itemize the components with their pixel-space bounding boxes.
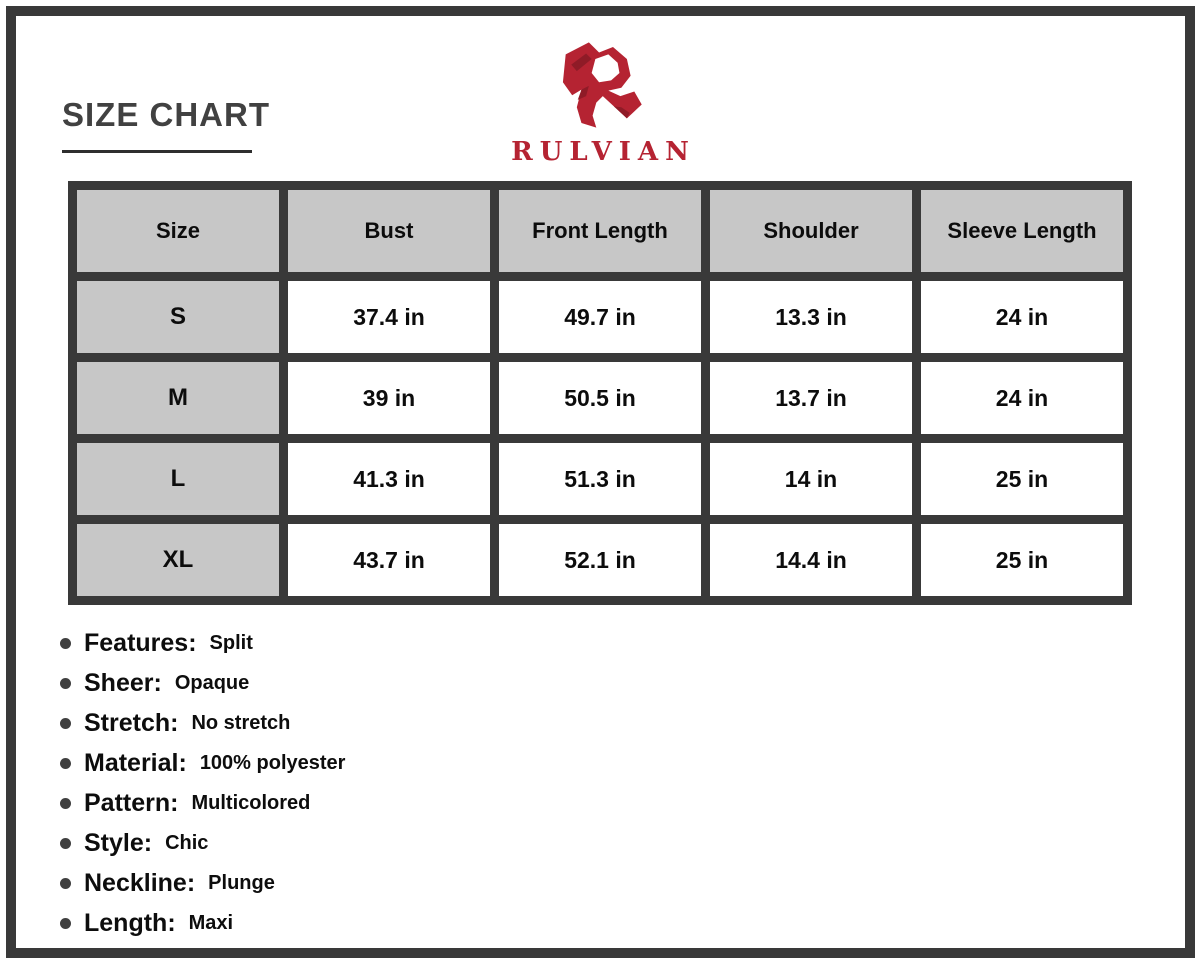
brand-logo	[470, 34, 730, 167]
column-header-bust: Bust	[288, 190, 490, 272]
size-chart-table	[68, 181, 1132, 605]
value-cell: 24 in	[921, 281, 1123, 353]
bullet-icon	[60, 758, 71, 769]
bullet-icon	[60, 798, 71, 809]
value-cell: 14.4 in	[710, 524, 912, 596]
product-details-list	[60, 624, 960, 943]
detail-label: Stretch:	[84, 709, 179, 738]
size-chart-table-wrap	[68, 181, 1132, 605]
list-item	[60, 784, 960, 824]
detail-value: Opaque	[174, 672, 250, 695]
table-row	[77, 362, 1123, 434]
value-cell: 13.7 in	[710, 362, 912, 434]
detail-value: Maxi	[188, 911, 234, 934]
value-cell: 39 in	[288, 362, 490, 434]
size-cell: L	[77, 443, 279, 515]
bullet-icon	[60, 678, 71, 689]
value-cell: 14 in	[710, 443, 912, 515]
detail-value: 100% polyester	[199, 752, 346, 775]
detail-label: Material:	[84, 749, 187, 778]
page-title: SIZE CHART	[62, 96, 270, 133]
column-header-shoulder: Shoulder	[710, 190, 912, 272]
list-item	[60, 704, 960, 744]
detail-value: Chic	[165, 831, 209, 854]
size-cell: S	[77, 281, 279, 353]
brand-name: RULVIAN	[511, 137, 696, 167]
column-header-front-length: Front Length	[499, 190, 701, 272]
bullet-icon	[60, 838, 71, 849]
detail-value: Plunge	[208, 871, 275, 894]
column-header-sleeve-length: Sleeve Length	[921, 190, 1123, 272]
list-item	[60, 664, 960, 704]
size-cell: M	[77, 362, 279, 434]
table-row	[77, 443, 1123, 515]
detail-value: Split	[209, 632, 253, 655]
column-header-size: Size	[77, 190, 279, 272]
detail-label: Length:	[84, 908, 176, 937]
table-row	[77, 281, 1123, 353]
detail-label: Features:	[84, 629, 197, 658]
detail-label: Neckline:	[84, 868, 196, 897]
brand-logo-icon	[539, 34, 661, 136]
value-cell: 25 in	[921, 524, 1123, 596]
detail-label: Pattern:	[84, 789, 179, 817]
detail-label: Sheer:	[84, 669, 162, 698]
value-cell: 43.7 in	[288, 524, 490, 596]
bullet-icon	[60, 878, 71, 889]
bullet-icon	[60, 918, 71, 929]
bullet-icon	[60, 638, 71, 649]
value-cell: 52.1 in	[499, 524, 701, 596]
value-cell: 13.3 in	[710, 281, 912, 353]
value-cell: 51.3 in	[499, 443, 701, 515]
value-cell: 49.7 in	[499, 281, 701, 353]
list-item	[60, 863, 960, 903]
detail-value: Multicolored	[191, 792, 311, 814]
value-cell: 24 in	[921, 362, 1123, 434]
list-item	[60, 624, 960, 664]
value-cell: 50.5 in	[499, 362, 701, 434]
table-header-row	[77, 190, 1123, 272]
value-cell: 41.3 in	[288, 443, 490, 515]
table-row	[77, 524, 1123, 596]
list-item	[60, 744, 960, 784]
title-underline	[62, 150, 252, 153]
value-cell: 25 in	[921, 443, 1123, 515]
list-item	[60, 823, 960, 863]
detail-value: No stretch	[191, 712, 291, 735]
bullet-icon	[60, 718, 71, 729]
list-item	[60, 903, 960, 943]
size-cell: XL	[77, 524, 279, 596]
detail-label: Style:	[84, 828, 153, 857]
value-cell: 37.4 in	[288, 281, 490, 353]
